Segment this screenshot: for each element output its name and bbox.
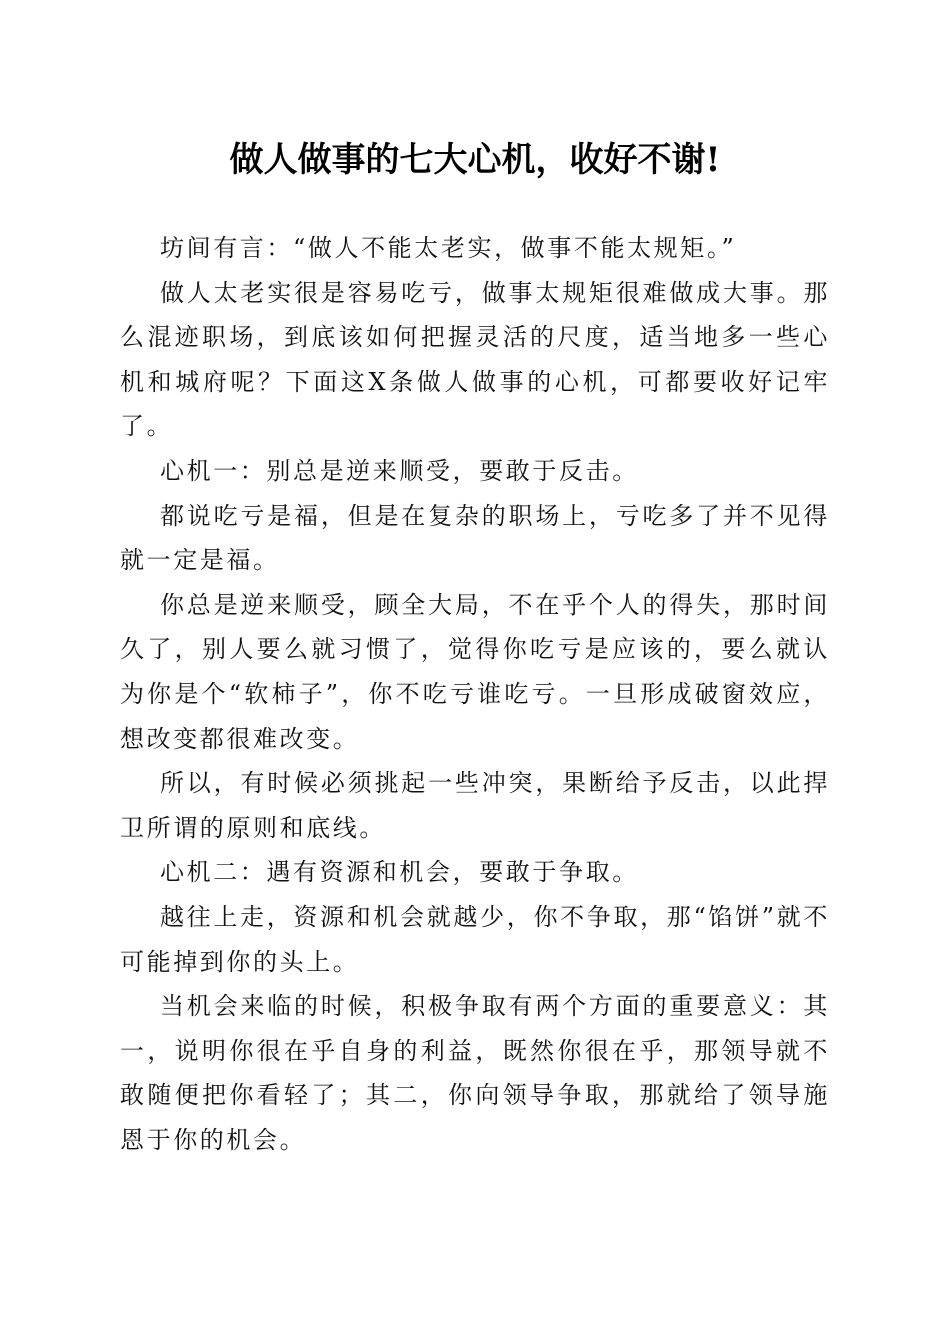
document-title: 做人做事的七大心机，收好不谢! <box>229 140 721 180</box>
paragraph: 所以，有时候必须挑起一些冲突，果断给予反击，以此捍卫所谓的原则和底线。 <box>120 769 830 842</box>
paragraph: 你总是逆来顺受，顾全大局，不在乎个人的得失，那时间久了，别人要么就习惯了，觉得你吃亏是应该的，要么就认为你是个“软柿子”，你不吃亏谁吃亏。一旦形成破窗效应，想改变都很难改变。 <box>120 590 830 753</box>
paragraph: 当机会来临的时候，积极争取有两个方面的重要意义：其一，说明你很在乎自身的利益，既然你很在乎，那领导就不敢随便把你看轻了；其二，你向领导争取，那就给了领导施恩于你的机会。 <box>120 992 830 1154</box>
paragraph: 做人太老实很是容易吃亏，做事太规矩很难做成大事。那么混迹职场，到底该如何把握灵活的尺度，适当地多一些心机和城府呢？下面这X条做人做事的心机，可都要收好记牢了。 <box>120 278 830 441</box>
paragraph: 都说吃亏是福，但是在复杂的职场上，亏吃多了并不见得就一定是福。 <box>120 501 830 575</box>
section-heading: 心机二：遇有资源和机会，要敢于争取。 <box>160 858 639 887</box>
paragraph: 坊间有言：“做人不能太老实，做事不能太规矩。” <box>160 234 737 262</box>
paragraph: 越往上走，资源和机会就越少，你不争取，那“馅饼”就不可能掉到你的头上。 <box>120 902 830 976</box>
section-heading: 心机一：别总是逆来顺受，要敢于反击。 <box>160 456 639 485</box>
document-body <box>120 226 830 1162</box>
